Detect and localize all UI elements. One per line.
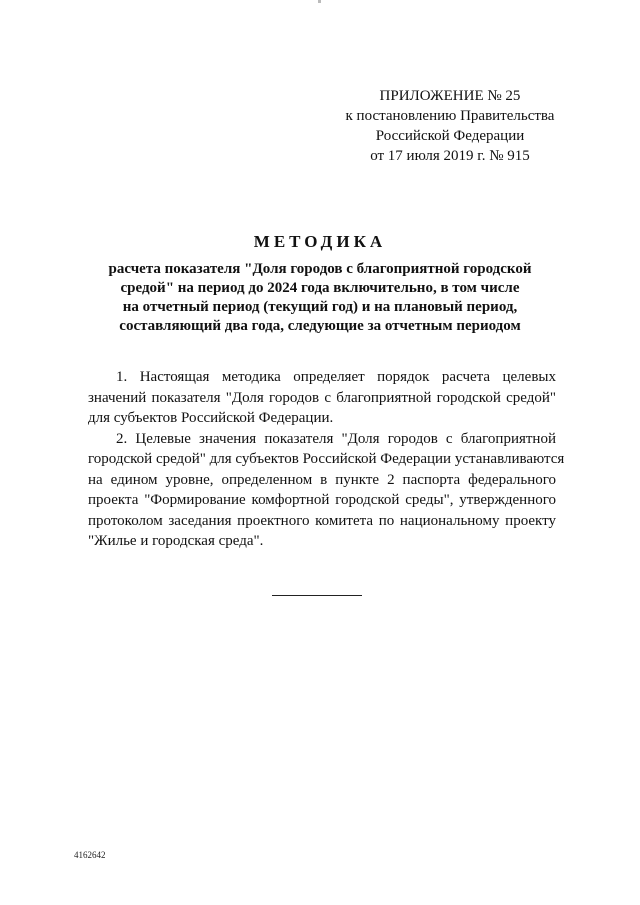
paragraph-line: на едином уровне, определенном в пункте 2 паспорта федерального: [88, 471, 556, 488]
document-id-number: 4162642: [74, 850, 106, 860]
end-separator-line: [272, 595, 362, 596]
document-title: МЕТОДИКА: [253, 232, 387, 251]
appendix-government: Российской Федерации: [375, 128, 525, 144]
paragraph-line: значений показателя "Доля городов с благоприятной городской средой": [88, 389, 556, 406]
subtitle-line: средой" на период до 2024 года включительно, в том числе: [120, 280, 520, 296]
paragraph-line: 1. Настоящая методика определяет порядок расчета целевых: [116, 369, 556, 385]
paragraph-line: 2. Целевые значения показателя "Доля городов с благоприятной: [116, 430, 556, 447]
document-subtitle: [60, 260, 580, 336]
subtitle-line: на отчетный период (текущий год) и на плановый период,: [122, 299, 518, 315]
appendix-date: от 17 июля 2019 г. № 915: [370, 148, 530, 164]
subtitle-line: расчета показателя "Доля городов с благоприятной городской: [108, 261, 532, 277]
paragraph-1: [88, 367, 556, 429]
paragraph-line: проекта "Формирование комфортной городской среды", утвержденного: [88, 492, 556, 508]
paragraph-line: протоколом заседания проектного комитета по национальному проекту: [88, 512, 556, 529]
top-page-mark: [318, 0, 321, 3]
appendix-number: ПРИЛОЖЕНИЕ № 25: [379, 88, 521, 104]
paragraph-line: "Жилье и городская среда".: [88, 533, 264, 549]
paragraph-2: [88, 429, 565, 552]
appendix-header: [330, 86, 570, 166]
document-body: [88, 367, 565, 552]
appendix-resolution: к постановлению Правительства: [345, 108, 555, 124]
paragraph-line: городской средой" для субъектов Российской Федерации устанавливаются: [88, 451, 565, 467]
subtitle-line: составляющий два года, следующие за отчетным периодом: [119, 318, 521, 334]
paragraph-line: для субъектов Российской Федерации.: [88, 410, 334, 426]
